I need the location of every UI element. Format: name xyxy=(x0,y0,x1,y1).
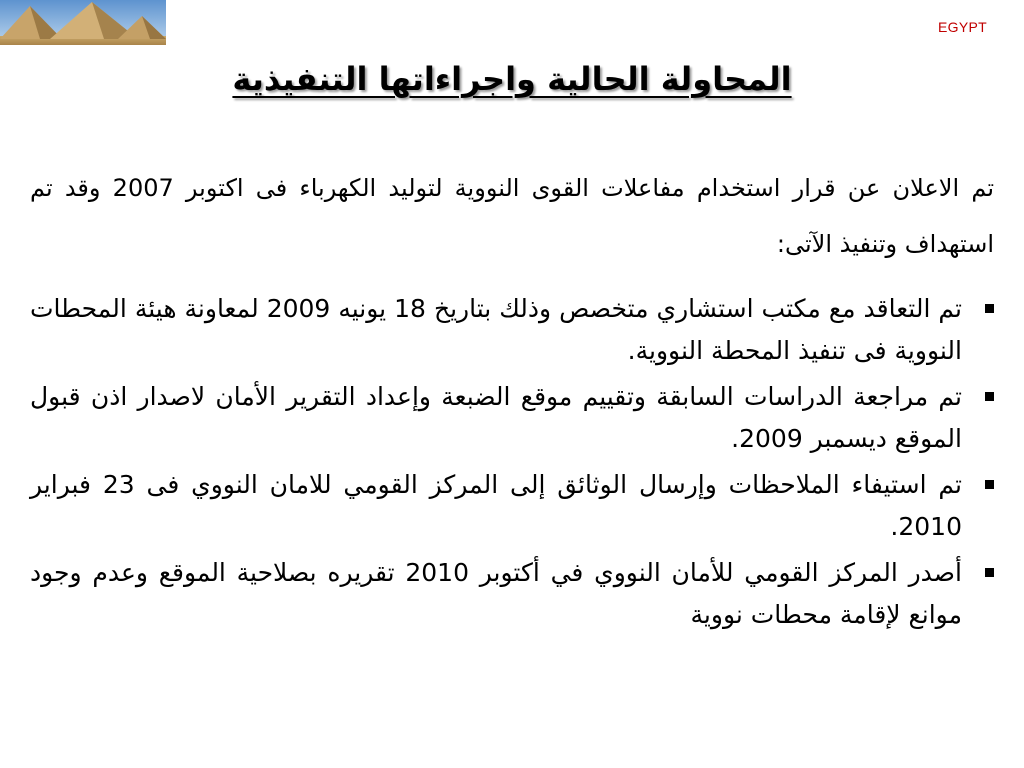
intro-paragraph: تم الاعلان عن قرار استخدام مفاعلات القوى النووية لتوليد الكهرباء فى اكتوبر 2007 وقد تم استهداف وتنفيذ الآتى: xyxy=(30,174,994,258)
bullet-text: تم التعاقد مع مكتب استشاري متخصص وذلك بتاريخ 18 يونيه 2009 لمعاونة هيئة المحطات النووية فى تنفيذ المحطة النووية. xyxy=(30,294,962,365)
square-bullet-icon xyxy=(985,568,994,577)
square-bullet-icon xyxy=(985,480,994,489)
bullet-text: تم مراجعة الدراسات السابقة وتقييم موقع الضبعة وإعداد التقرير الأمان لاصدار اذن قبول الموقع ديسمبر 2009. xyxy=(30,382,962,453)
country-label: EGYPT xyxy=(938,19,987,35)
pyramids-image xyxy=(0,0,166,45)
pyramids-illustration xyxy=(0,0,166,45)
slide-title xyxy=(0,56,1024,102)
bullet-item xyxy=(30,552,998,636)
bullet-list xyxy=(30,288,998,640)
bullet-text: تم استيفاء الملاحظات وإرسال الوثائق إلى المركز القومي للامان النووي فى 23 فبراير 2010. xyxy=(30,470,962,541)
square-bullet-icon xyxy=(985,392,994,401)
bullet-item xyxy=(30,376,998,460)
slide-title-text: المحاولة الحالية واجراءاتها التنفيذية xyxy=(232,60,792,98)
bullet-item xyxy=(30,464,998,548)
bullet-item xyxy=(30,288,998,372)
square-bullet-icon xyxy=(985,304,994,313)
bullet-text: أصدر المركز القومي للأمان النووي في أكتوبر 2010 تقريره بصلاحية الموقع وعدم وجود موانع لإقامة محطات نووية xyxy=(30,558,962,629)
